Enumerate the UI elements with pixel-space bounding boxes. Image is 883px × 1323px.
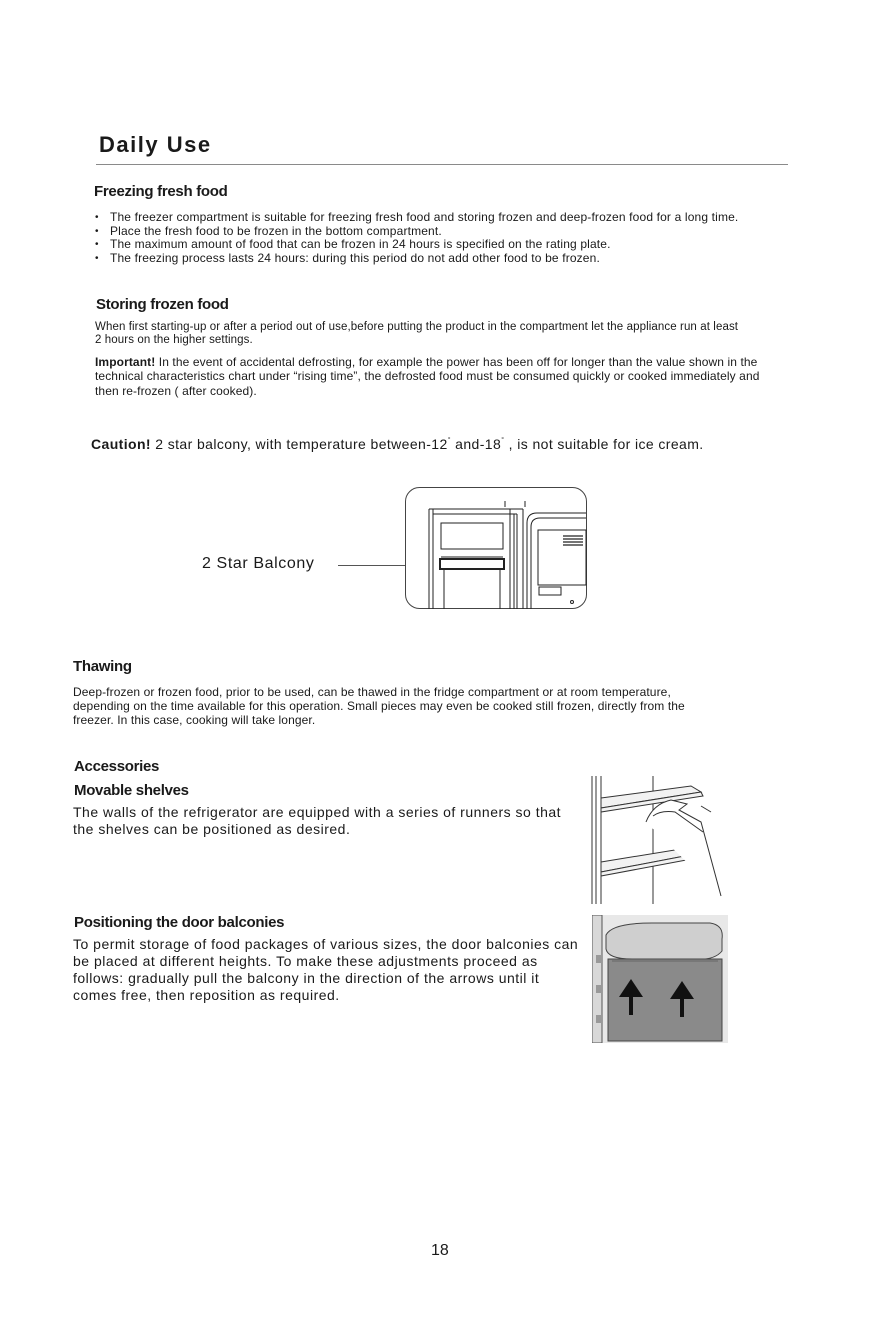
freezing-heading: Freezing fresh food [94,183,228,200]
thawing-paragraph: Deep-frozen or frozen food, prior to be used, can be thawed in the fridge compartment or at room temperature, depending on the time available for this operation. Small pieces may even be cooked still frozen, directly from the freezer. In this case, cooking will take longer. [73,685,685,728]
shelves-paragraph: The walls of the refrigerator are equipped with a series of runners so that the shelves can be positioned as desired. [73,804,562,837]
accessories-heading: Accessories [74,758,160,775]
figure-label: 2 Star Balcony [202,555,315,572]
movable-shelf-illustration [591,776,727,904]
fridge-door-balcony-illustration [405,487,587,609]
storing-heading: Storing frozen food [96,296,229,313]
caution-note [91,436,704,452]
balconies-heading: Positioning the door balconies [74,914,285,931]
degree-symbol: ° [501,437,505,444]
list-item: • The freezing process lasts 24 hours: during this period do not add other food to be frozen. [92,252,782,266]
list-item: • Place the fresh food to be frozen in the bottom compartment. [92,225,782,239]
list-item: • The freezer compartment is suitable for freezing fresh food and storing frozen and deep-frozen food for a long time. [92,211,782,225]
important-label: Important! [95,355,156,369]
freezing-bullets [92,211,782,265]
door-balcony-arrows-illustration [592,915,728,1043]
list-item: • The maximum amount of food that can be frozen in 24 hours is specified on the rating plate. [92,238,782,252]
balconies-paragraph: To permit storage of food packages of various sizes, the door balconies can be placed at different heights. To make these adjustments proceed as follows: gradually pull the balcony in the direction of the arrows until it comes free, then reposition as required. [73,936,579,1003]
thawing-heading: Thawing [73,658,132,675]
degree-symbol: ° [447,437,451,444]
important-paragraph [95,355,775,398]
caution-label: Caution! [91,436,151,452]
page-number: 18 [431,1242,449,1259]
storing-paragraph: When first starting-up or after a period out of use,before putting the product in the compartment let the appliance run at least 2 hours on the higher settings. [95,321,739,346]
title-divider [96,164,788,165]
important-text: In the event of accidental defrosting, for example the power has been off for longer than the value shown in the technical characteristics chart under “rising time”, the defrosted food must be consumed quickly or cooked immediately and then re-frozen ( after cooked). [95,355,760,398]
caution-text-c: , is not suitable for ice cream. [504,436,704,452]
page-title: Daily Use [99,132,212,157]
caution-text-a: 2 star balcony, with temperature between-12 [150,436,448,452]
shelves-heading: Movable shelves [74,782,189,799]
caution-text-b: and-18 [450,436,502,452]
